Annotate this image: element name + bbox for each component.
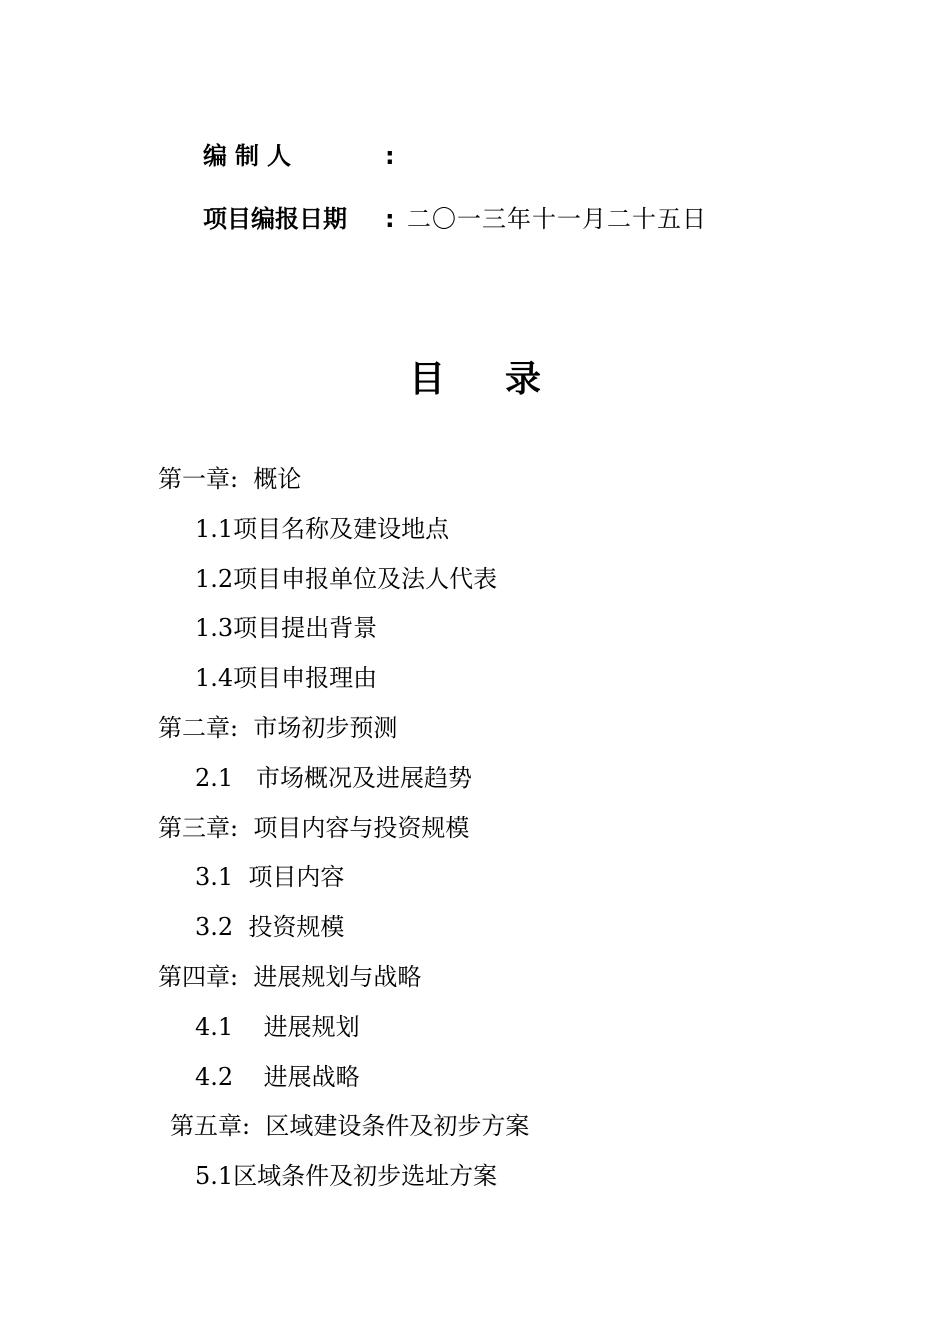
toc-entry-text: 1.1项目名称及建设地点: [195, 514, 450, 543]
report-date-colon: :: [385, 205, 395, 233]
toc-entry-text: 第三章: 项目内容与投资规模: [158, 813, 470, 842]
toc-entry-text: 4.1 进展规划: [195, 1012, 360, 1041]
report-date-row: [203, 203, 707, 235]
toc-section-1-1[interactable]: [0, 511, 950, 561]
compiler-label: 编制人: [203, 142, 299, 170]
toc-section-3-1[interactable]: [0, 859, 950, 909]
toc-section-1-4[interactable]: [0, 660, 950, 710]
toc-entry-text: 1.4项目申报理由: [195, 664, 378, 693]
toc-entry-text: 1.3项目提出背景: [195, 614, 378, 643]
toc-section-2-1[interactable]: [0, 760, 950, 810]
toc-section-1-3[interactable]: [0, 610, 950, 660]
toc-section-3-2[interactable]: [0, 909, 950, 959]
toc-chapter-5[interactable]: [0, 1108, 950, 1158]
toc-entry-text: 第四章: 进展规划与战略: [158, 962, 422, 991]
toc-section-4-2[interactable]: [0, 1059, 950, 1109]
report-date-value: 二〇一三年十一月二十五日: [407, 205, 707, 233]
toc-entry-text: 1.2项目申报单位及法人代表: [195, 564, 498, 593]
toc-entry-text: 4.2 进展战略: [195, 1062, 360, 1091]
toc-chapter-1[interactable]: [0, 461, 950, 511]
report-date-label: 项目编报日期: [203, 205, 347, 233]
toc-title: 目录: [408, 359, 601, 400]
toc-chapter-4[interactable]: [0, 959, 950, 1009]
toc-entry-text: 3.1 项目内容: [195, 863, 345, 892]
toc-entry-text: 2.1 市场概况及进展趋势: [195, 763, 473, 792]
toc-entry-text: 第五章: 区域建设条件及初步方案: [170, 1112, 530, 1141]
compiler-colon: :: [385, 142, 395, 170]
toc-chapter-3[interactable]: [0, 810, 950, 860]
toc-entry-text: 第二章: 市场初步预测: [158, 713, 398, 742]
toc-section-1-2[interactable]: [0, 561, 950, 611]
toc-entry-text: 5.1区域条件及初步选址方案: [195, 1162, 498, 1191]
toc-section-5-1[interactable]: [0, 1158, 950, 1208]
toc-entry-text: 第一章: 概论: [158, 465, 302, 493]
toc-chapter-2[interactable]: [0, 710, 950, 760]
compiler-row: [203, 140, 395, 172]
toc-entry-text: 3.2 投资规模: [195, 913, 345, 942]
table-of-contents: [0, 461, 950, 1208]
toc-section-4-1[interactable]: [0, 1009, 950, 1059]
